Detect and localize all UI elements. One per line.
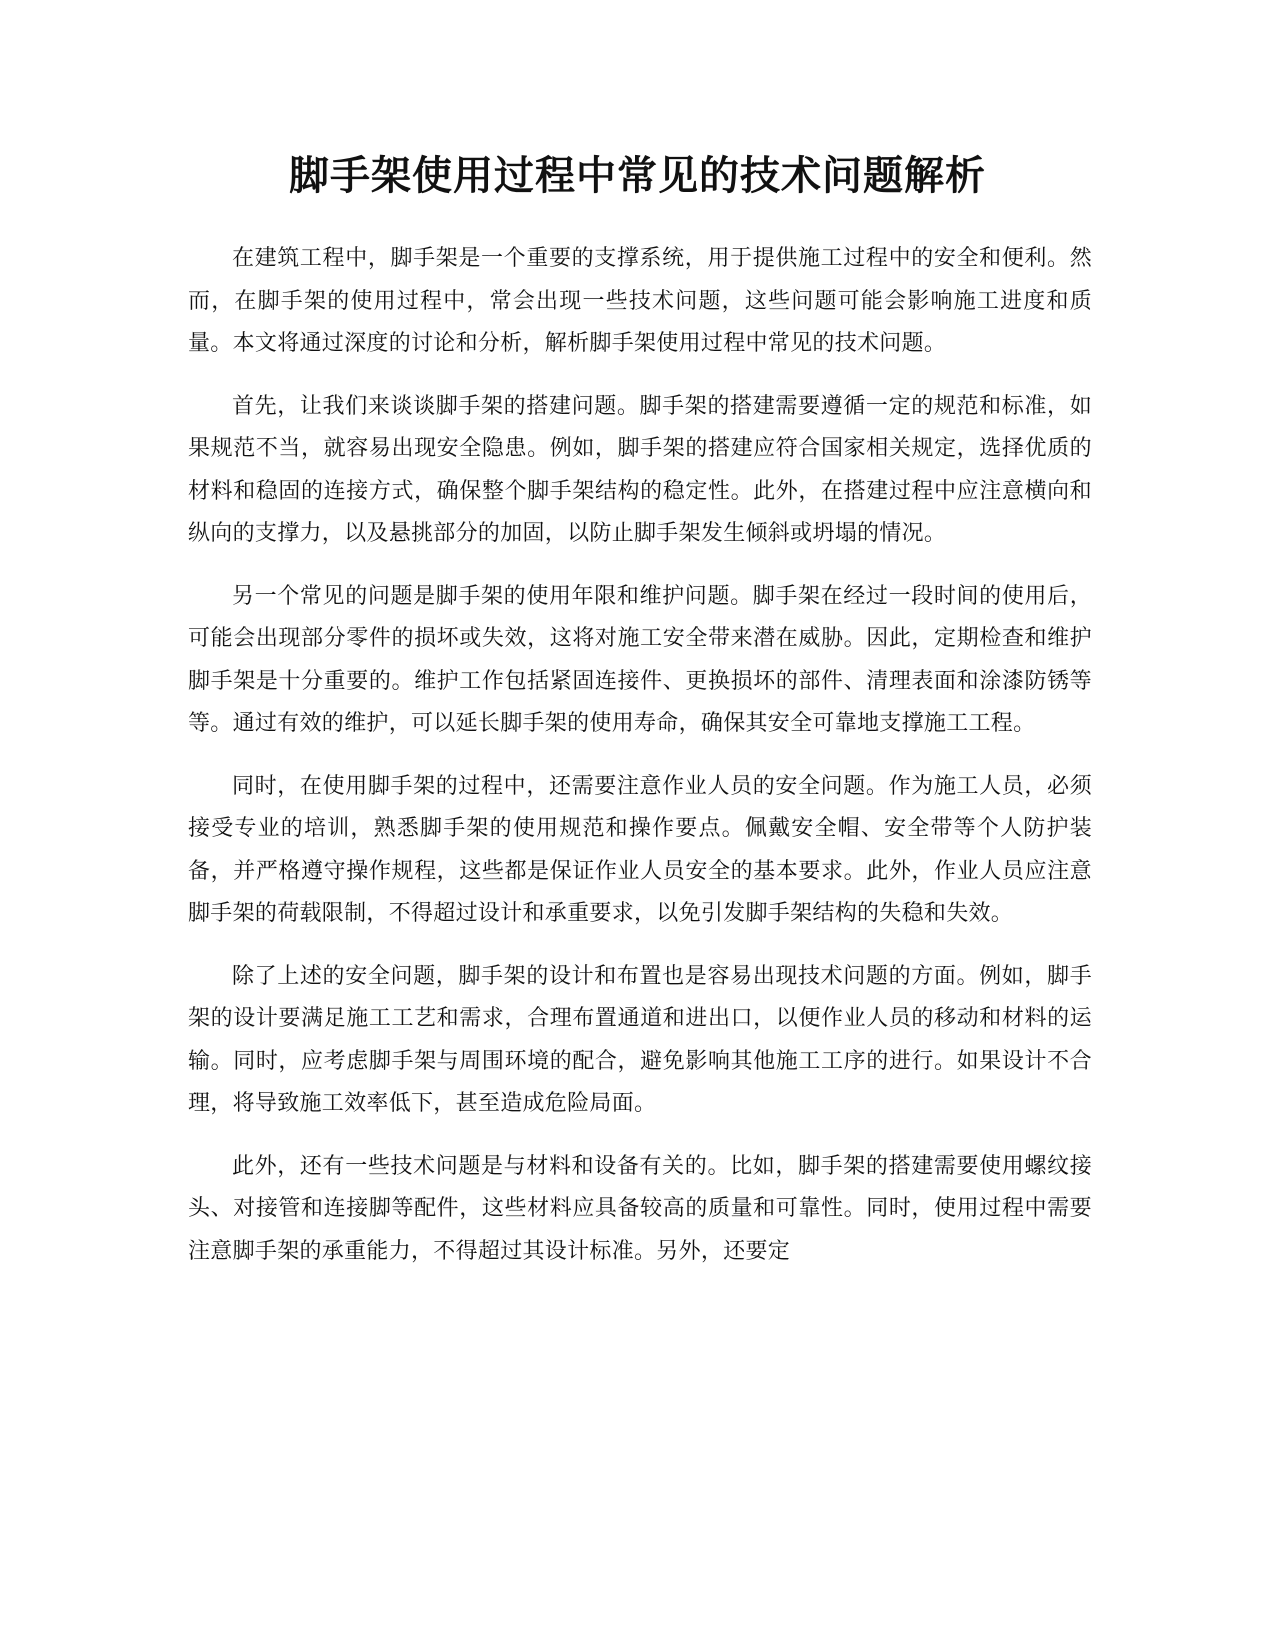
paragraph-intro: 在建筑工程中，脚手架是一个重要的支撑系统，用于提供施工过程中的安全和便利。然而，在脚手架的使用过程中，常会出现一些技术问题，这些问题可能会影响施工进度和质量。本文将通过深度的讨论和分析，解析脚手架使用过程中常见的技术问题。	[188, 246, 1092, 356]
paragraph-construction: 首先，让我们来谈谈脚手架的搭建问题。脚手架的搭建需要遵循一定的规范和标准，如果规范不当，就容易出现安全隐患。例如，脚手架的搭建应符合国家相关规定，选择优质的材料和稳固的连接方式，确保整个脚手架结构的稳定性。此外，在搭建过程中应注意横向和纵向的支撑力，以及悬挑部分的加固，以防止脚手架发生倾斜或坍塌的情况。	[188, 393, 1092, 546]
paragraph-materials: 此外，还有一些技术问题是与材料和设备有关的。比如，脚手架的搭建需要使用螺纹接头、对接管和连接脚等配件，这些材料应具备较高的质量和可靠性。同时，使用过程中需要注意脚手架的承重能力，不得超过其设计标准。另外，还要定	[188, 1153, 1092, 1264]
page-title: 脚手架使用过程中常见的技术问题解析	[289, 153, 986, 199]
paragraph-maintenance: 另一个常见的问题是脚手架的使用年限和维护问题。脚手架在经过一段时间的使用后，可能会出现部分零件的损坏或失效，这将对施工安全带来潜在威胁。因此，定期检查和维护脚手架是十分重要的。维护工作包括紧固连接件、更换损坏的部件、清理表面和涂漆防锈等等。通过有效的维护，可以延长脚手架的使用寿命，确保其安全可靠地支撑施工工程。	[188, 583, 1092, 736]
document-body	[188, 238, 1092, 1293]
paragraph-design-layout: 除了上述的安全问题，脚手架的设计和布置也是容易出现技术问题的方面。例如，脚手架的设计要满足施工工艺和需求，合理布置通道和进出口，以便作业人员的移动和材料的运输。同时，应考虑脚手架与周围环境的配合，避免影响其他施工工序的进行。如果设计不合理，将导致施工效率低下，甚至造成危险局面。	[188, 963, 1092, 1116]
paragraph-worker-safety: 同时，在使用脚手架的过程中，还需要注意作业人员的安全问题。作为施工人员，必须接受专业的培训，熟悉脚手架的使用规范和操作要点。佩戴安全帽、安全带等个人防护装备，并严格遵守操作规程，这些都是保证作业人员安全的基本要求。此外，作业人员应注意脚手架的荷载限制，不得超过设计和承重要求，以免引发脚手架结构的失稳和失效。	[188, 773, 1092, 926]
